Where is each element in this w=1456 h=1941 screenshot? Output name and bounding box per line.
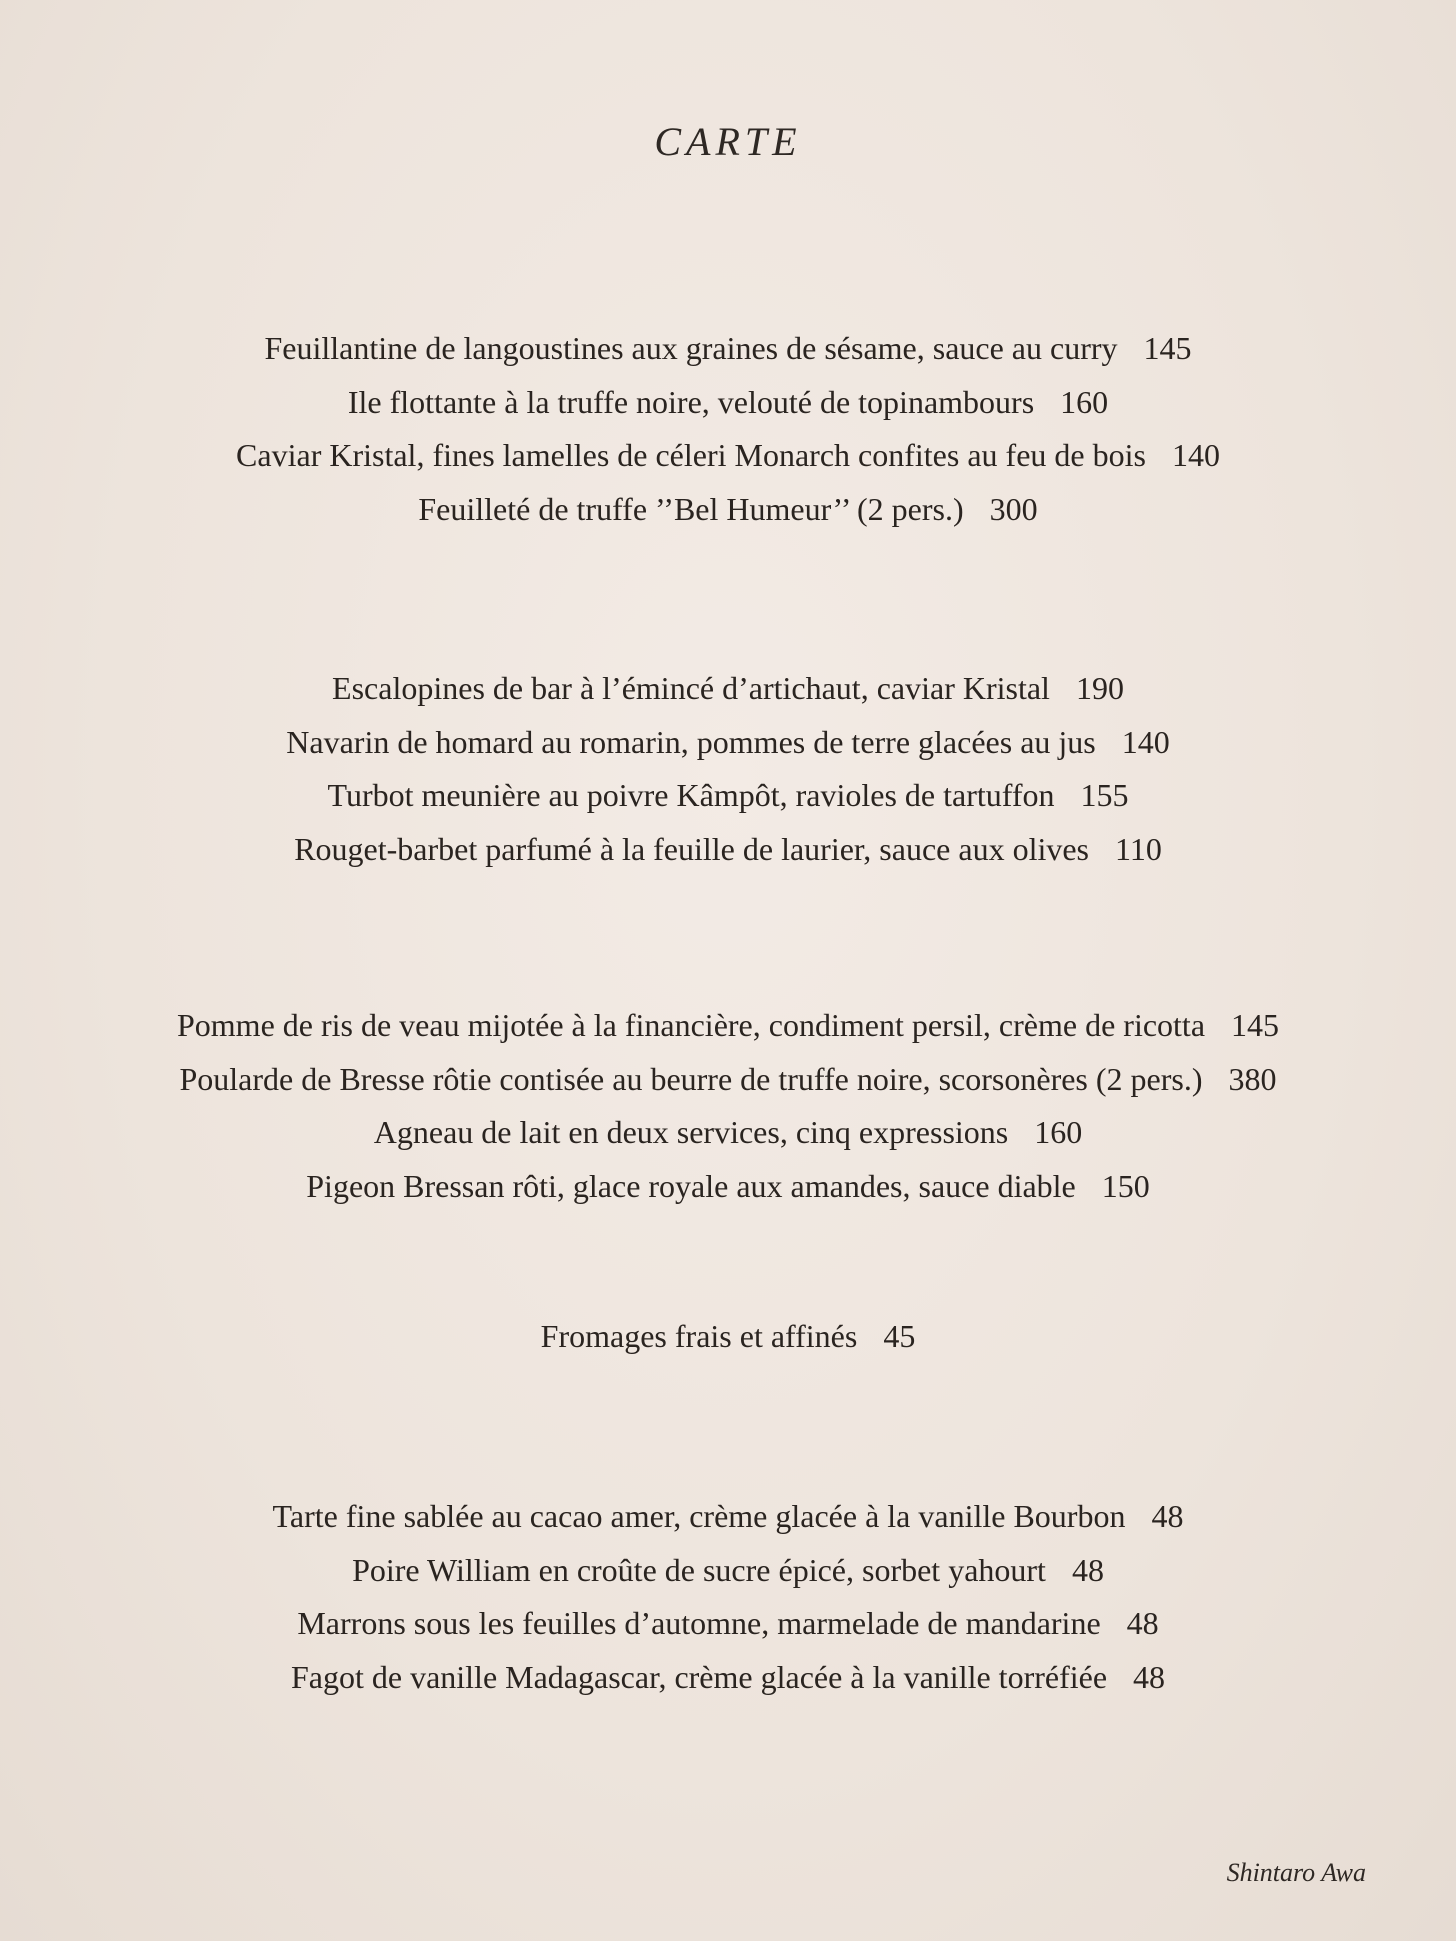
menu-item-price: 145	[1231, 1007, 1280, 1043]
menu-item	[0, 1544, 1456, 1598]
menu-item-name: Agneau de lait en deux services, cinq expressions	[373, 1114, 1009, 1150]
menu-item	[0, 1106, 1456, 1160]
menu-section-cheese	[0, 1310, 1456, 1364]
menu-item	[0, 483, 1456, 537]
menu-section-fish	[0, 662, 1456, 876]
menu-item	[0, 823, 1456, 877]
menu-item	[0, 1651, 1456, 1705]
menu-item-price: 140	[1171, 437, 1220, 473]
menu-item-name: Rouget-barbet parfumé à la feuille de laurier, sauce aux olives	[294, 830, 1089, 867]
menu-item-name: Feuillantine de langoustines aux graines de sésame, sauce au curry	[264, 330, 1118, 366]
menu-item-name: Fagot de vanille Madagascar, crème glacée à la vanille torréfiée	[290, 1658, 1108, 1695]
chef-signature: Shintaro Awa	[1226, 1858, 1366, 1887]
menu-item	[0, 1160, 1456, 1214]
menu-item	[0, 1490, 1456, 1544]
menu-item-price: 300	[989, 490, 1038, 527]
menu-item-price: 145	[1143, 330, 1192, 366]
menu-section-desserts	[0, 1490, 1456, 1704]
menu-title: CARTE	[654, 119, 802, 164]
menu-item-name: Marrons sous les feuilles d’automne, marmelade de mandarine	[297, 1605, 1101, 1641]
menu-item-name: Fromages frais et affinés	[540, 1318, 858, 1354]
menu-item-price: 155	[1080, 777, 1129, 813]
menu-item-name: Turbot meunière au poivre Kâmpôt, ravioles de tartuffon	[327, 777, 1055, 813]
menu-section-meat	[0, 999, 1456, 1213]
menu-item-name: Poire William en croûte de sucre épicé, sorbet yahourt	[352, 1551, 1046, 1588]
menu-item-name: Escalopines de bar à l’émincé d’artichaut, caviar Kristal	[332, 670, 1050, 706]
menu-item-name: Navarin de homard au romarin, pommes de terre glacées au jus	[286, 723, 1096, 760]
menu-item	[0, 322, 1456, 376]
menu-item	[0, 1053, 1456, 1107]
menu-item	[0, 376, 1456, 430]
menu-item	[0, 429, 1456, 483]
menu-item-price: 190	[1075, 670, 1124, 706]
menu-item-name: Pigeon Bressan rôti, glace royale aux amandes, sauce diable	[306, 1167, 1076, 1204]
menu-item-price: 110	[1115, 830, 1162, 867]
menu-item-price: 45	[883, 1318, 916, 1354]
menu-item-name: Pomme de ris de veau mijotée à la financière, condiment persil, crème de ricotta	[176, 1007, 1206, 1043]
menu-item-price: 48	[1151, 1498, 1184, 1534]
menu-item-name: Tarte fine sablée au cacao amer, crème glacée à la vanille Bourbon	[272, 1498, 1126, 1534]
menu-item-price: 160	[1060, 383, 1109, 420]
menu-item	[0, 1310, 1456, 1364]
menu-item-price: 140	[1121, 723, 1170, 760]
menu-item-price: 48	[1126, 1605, 1159, 1641]
menu-section-starters	[0, 322, 1456, 536]
menu-item-name: Poularde de Bresse rôtie contisée au beurre de truffe noire, scorsonères (2 pers.)	[179, 1060, 1203, 1097]
menu-item	[0, 716, 1456, 770]
menu-item-name: Ile flottante à la truffe noire, velouté de topinambours	[347, 383, 1035, 420]
menu-item-price: 150	[1101, 1167, 1150, 1204]
menu-item	[0, 1597, 1456, 1651]
menu-item-price: 380	[1228, 1060, 1277, 1097]
menu-item-price: 48	[1133, 1658, 1166, 1695]
menu-item-price: 48	[1071, 1551, 1104, 1588]
menu-item-name: Feuilleté de truffe ’’Bel Humeur’’ (2 pers.)	[418, 490, 964, 527]
menu-item	[0, 662, 1456, 716]
menu-item	[0, 769, 1456, 823]
menu-item-price: 160	[1034, 1114, 1083, 1150]
menu-item	[0, 999, 1456, 1053]
menu-item-name: Caviar Kristal, fines lamelles de céleri Monarch confites au feu de bois	[236, 437, 1146, 473]
